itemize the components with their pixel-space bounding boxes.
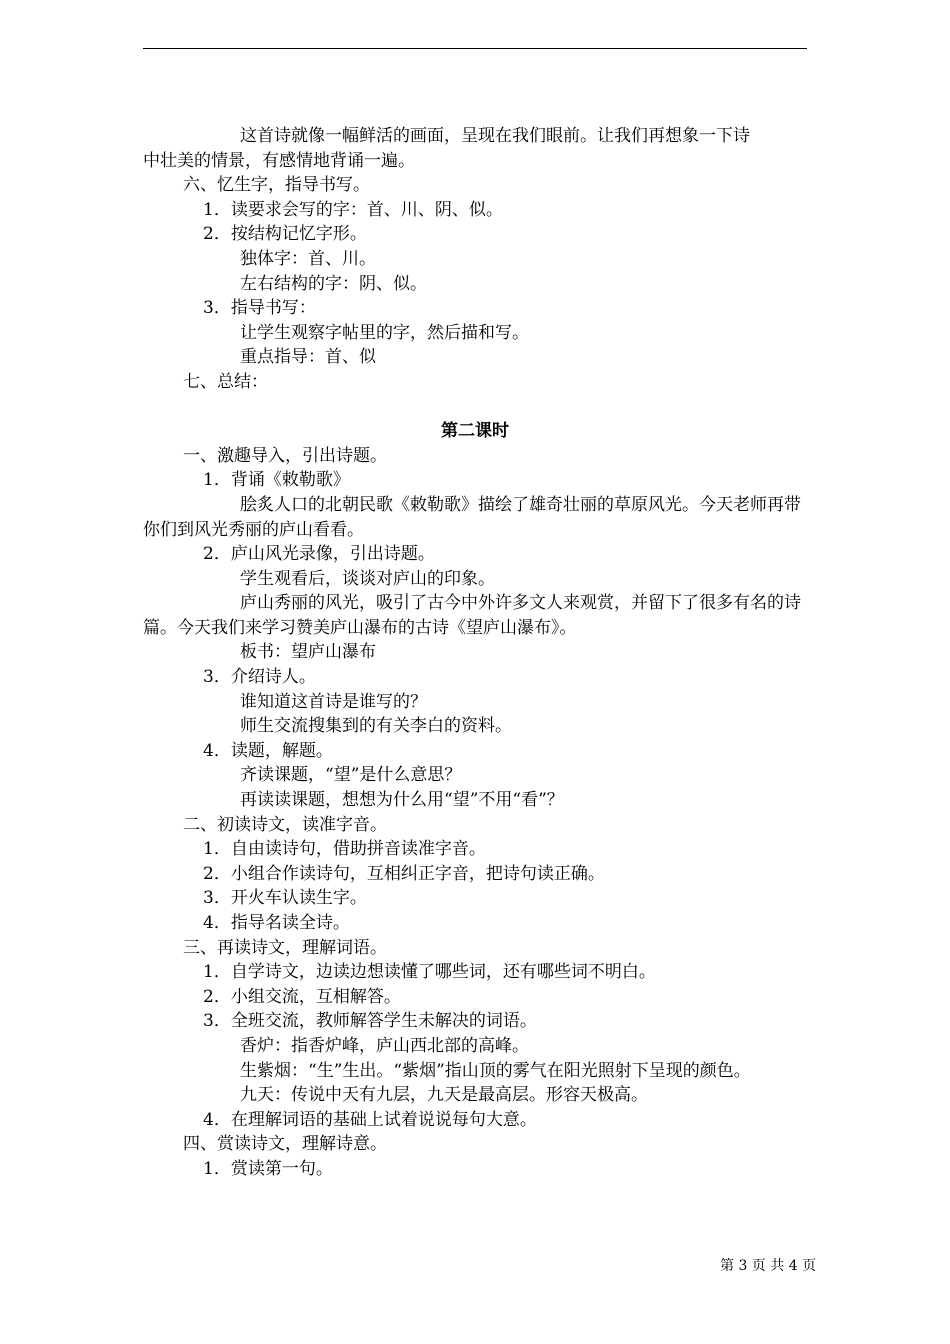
sub-item: 香炉：指香炉峰，庐山西北部的高峰。 [240,1035,529,1056]
paragraph: 脍炙人口的北朝民歌《敕勒歌》描绘了雄奇壮丽的草原风光。今天老师再带你们到风光秀丽的庐山看看。 [143,494,801,540]
sub-item: 九天：传说中天有九层，九天是最高层。形容天极高。 [240,1085,648,1106]
list-item: 4．读题，解题。 [203,740,333,761]
list-item: 2．庐山风光录像，引出诗题。 [203,544,435,565]
sub-item: 独体字：首、川。 [240,248,376,269]
paragraph: 庐山秀丽的风光，吸引了古今中外许多文人来观赏，并留下了很多有名的诗篇。今天我们来学习赞美庐山瀑布的古诗《望庐山瀑布》。 [143,593,801,638]
step-heading: 四、赏读诗文，理解诗意。 [183,1134,387,1155]
list-item: 1．赏读第一句。 [203,1158,333,1179]
paragraph-line: 中壮美的情景，有感情地背诵一遍。 [143,150,415,171]
list-item: 3．指导书写： [203,298,316,319]
list-item: 3．开火车认读生字。 [203,888,367,909]
sub-item: 左右结构的字：阴、似。 [240,273,427,294]
list-item: 3．介绍诗人。 [203,667,316,688]
list-item: 4．在理解词语的基础上试着说说每句大意。 [203,1109,537,1130]
sub-item: 让学生观察字帖里的字，然后描和写。 [240,322,529,343]
list-item: 1．自由读诗句，借助拼音读准字音。 [203,839,486,860]
step-heading: 三、再读诗文，理解词语。 [183,937,387,958]
sub-item: 板书：望庐山瀑布 [240,642,376,663]
sub-item: 师生交流搜集到的有关李白的资料。 [240,716,512,737]
page-number: 第 3 页 共 4 页 [720,1258,817,1274]
step-heading: 六、忆生字，指导书写。 [183,175,370,196]
step-heading: 二、初读诗文，读准字音。 [183,814,387,835]
step-heading: 七、总结： [183,371,268,392]
list-item: 1．背诵《敕勒歌》 [203,470,350,491]
sub-item: 重点指导：首、似 [240,347,376,368]
list-item: 2．小组交流，互相解答。 [203,986,401,1007]
blank-line [143,395,807,420]
sub-item: 再读读课题，想想为什么用“望”不用“看”？ [240,790,564,811]
sub-item: 齐读课题，“望”是什么意思？ [240,765,462,786]
sub-item: 谁知道这首诗是谁写的？ [240,691,427,712]
lesson-heading: 第二课时 [441,421,509,442]
list-item: 4．指导名读全诗。 [203,913,350,933]
header-rule [143,48,807,49]
list-item: 3．全班交流，教师解答学生未解决的词语。 [203,1011,537,1032]
paragraph-line: 这首诗就像一幅鲜活的画面，呈现在我们眼前。让我们再想象一下诗 [240,126,750,146]
paragraph: 生紫烟：“生”生出。“紫烟”指山顶的雾气在阳光照射下呈现的颜色。 [240,1060,751,1081]
sub-item: 学生观看后，谈谈对庐山的印象。 [240,568,495,589]
list-item: 1．自学诗文，边读边想读懂了哪些词，还有哪些词不明白。 [203,962,656,983]
list-item: 2．按结构记忆字形。 [203,224,367,245]
step-heading: 一、激趣导入，引出诗题。 [183,445,387,466]
list-item: 2．小组合作读诗句，互相纠正字音，把诗句读正确。 [203,863,605,884]
list-item: 1．读要求会写的字：首、川、阴、似。 [203,199,503,220]
document-body [143,124,807,1182]
